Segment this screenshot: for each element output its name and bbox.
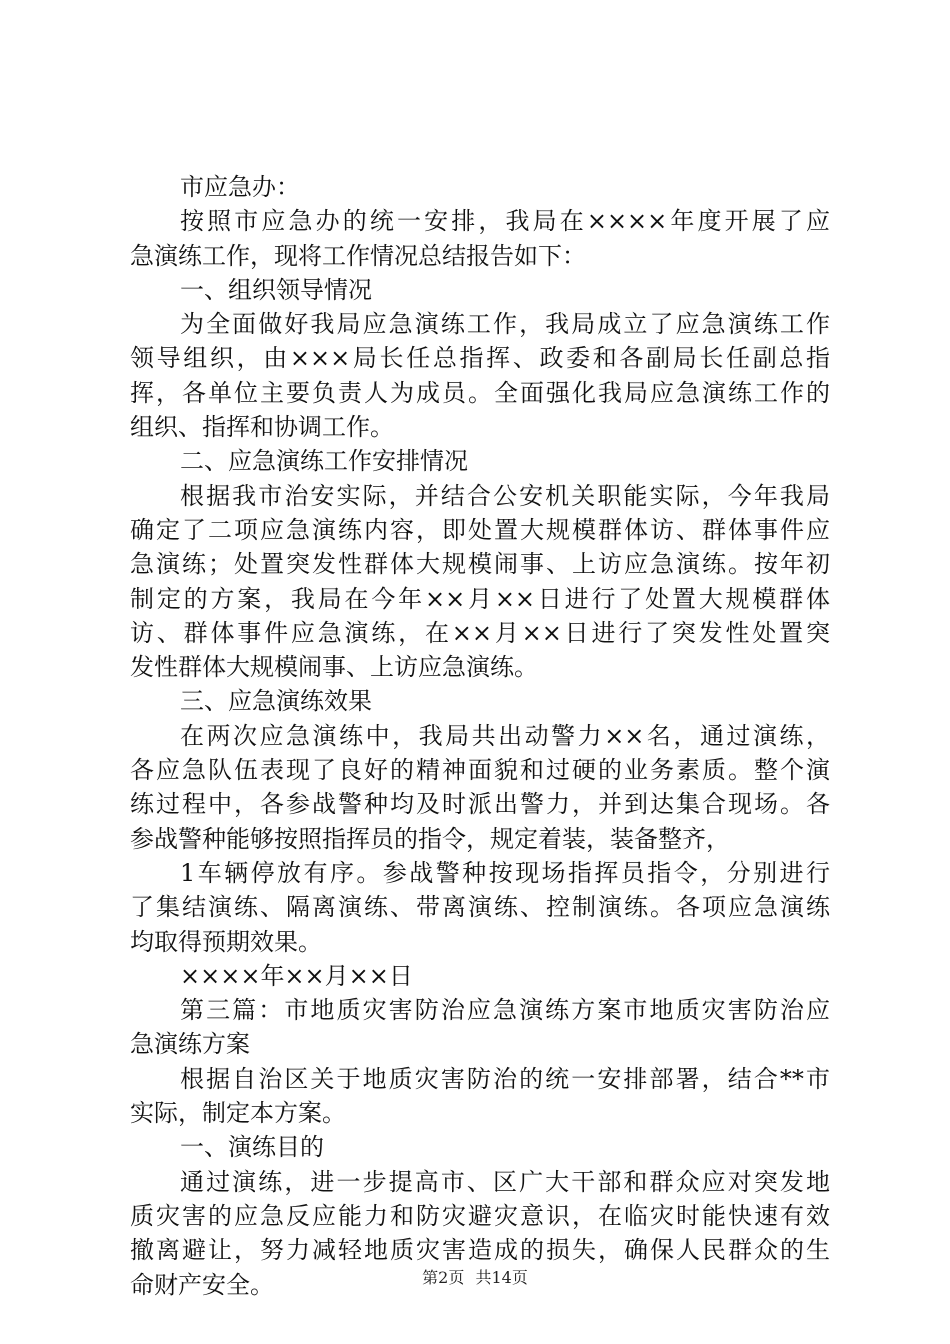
text-line: 撤离避让，努力减轻地质灾害造成的损失，确保人民群众的生 bbox=[130, 1236, 830, 1265]
text-line: 一、演练目的 bbox=[180, 1133, 324, 1162]
text-line: 确定了二项应急演练内容，即处置大规模群体访、群体事件应 bbox=[130, 515, 830, 544]
text-line: 练过程中，各参战警种均及时派出警力，并到达集合现场。各 bbox=[130, 790, 830, 819]
text-line: 1车辆停放有序。参战警种按现场指挥员指令，分别进行 bbox=[180, 858, 830, 887]
text-line: 质灾害的应急反应能力和防灾避灾意识，在临灾时能快速有效 bbox=[130, 1201, 830, 1230]
text-line: 发性群体大规模闹事、上访应急演练。 bbox=[130, 653, 538, 682]
text-line: 各应急队伍表现了良好的精神面貌和过硬的业务素质。整个演 bbox=[130, 756, 830, 785]
text-line: 参战警种能够按照指挥员的指令，规定着装，装备整齐， bbox=[130, 824, 730, 853]
page-footer bbox=[0, 1268, 950, 1288]
text-line: 第三篇：市地质灾害防治应急演练方案市地质灾害防治应 bbox=[180, 996, 830, 1025]
text-line: 在两次应急演练中，我局共出动警力××名，通过演练， bbox=[180, 721, 830, 750]
text-line: 为全面做好我局应急演练工作，我局成立了应急演练工作 bbox=[180, 310, 830, 339]
text-line: 命财产安全。 bbox=[130, 1270, 274, 1299]
text-line: 挥，各单位主要负责人为成员。全面强化我局应急演练工作的 bbox=[130, 378, 830, 407]
document-body bbox=[130, 170, 830, 1302]
text-line: 急演练方案 bbox=[130, 1030, 250, 1059]
text-line: 了集结演练、隔离演练、带离演练、控制演练。各项应急演练 bbox=[130, 893, 830, 922]
text-line: 均取得预期效果。 bbox=[130, 927, 322, 956]
text-line: 根据我市治安实际，并结合公安机关职能实际，今年我局 bbox=[180, 481, 830, 510]
text-line: 市应急办： bbox=[180, 173, 300, 201]
text-line: 实际，制定本方案。 bbox=[130, 1099, 346, 1128]
text-line: 制定的方案，我局在今年××月××日进行了处置大规模群体 bbox=[130, 584, 830, 613]
text-line: 通过演练，进一步提高市、区广大干部和群众应对突发地 bbox=[180, 1167, 830, 1196]
text-line: 访、群体事件应急演练，在××月××日进行了突发性处置突 bbox=[130, 618, 830, 647]
page-number: 第2页 bbox=[422, 1268, 465, 1287]
text-line: 根据自治区关于地质灾害防治的统一安排部署，结合**市 bbox=[180, 1064, 830, 1093]
text-line: ××××年××月××日 bbox=[180, 961, 413, 990]
text-line: 急演练；处置突发性群体大规模闹事、上访应急演练。按年初 bbox=[130, 550, 830, 579]
text-line: 二、应急演练工作安排情况 bbox=[180, 447, 468, 476]
text-line: 领导组织，由×××局长任总指挥、政委和各副局长任副总指 bbox=[130, 344, 830, 373]
text-line: 三、应急演练效果 bbox=[180, 687, 372, 716]
text-line: 一、组织领导情况 bbox=[180, 275, 372, 304]
page-total: 共14页 bbox=[475, 1268, 528, 1287]
text-line: 急演练工作，现将工作情况总结报告如下： bbox=[130, 241, 586, 270]
text-line: 组织、指挥和协调工作。 bbox=[130, 413, 394, 442]
text-line: 按照市应急办的统一安排，我局在××××年度开展了应 bbox=[180, 207, 830, 236]
